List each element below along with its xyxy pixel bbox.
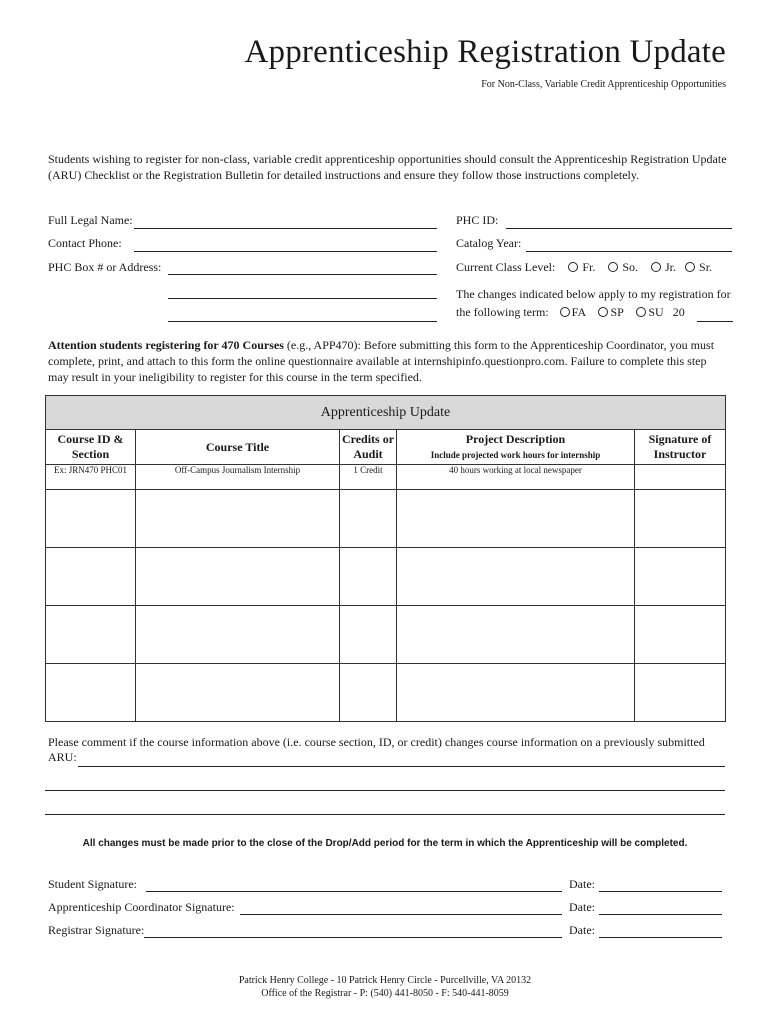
- comment-prompt: Please comment if the course information above (i.e. course section, ID, or credit) changes course information on a previously submitted: [48, 735, 705, 749]
- coordinator-date-label: Date:: [569, 900, 595, 914]
- attention-text: (e.g., APP470): Before submitting this form to the Apprenticeship Coordinator, you must complete, print, and attach to this form the online questionnaire available at internshipinfo.questionpro.com. Failure to complete this step may result in your ineligibility to register for this course in the term specified.: [48, 338, 715, 384]
- student-date-label: Date:: [569, 877, 595, 891]
- option-fa: FA: [571, 305, 586, 319]
- credits-cell[interactable]: [340, 606, 397, 664]
- contact-phone-label: Contact Phone:: [48, 236, 122, 250]
- table-title: Apprenticeship Update: [46, 396, 726, 430]
- signature-cell[interactable]: [635, 548, 726, 606]
- registrar-signature-label: Registrar Signature:: [48, 923, 145, 937]
- apprenticeship-update-table: [45, 395, 726, 722]
- term-year-field[interactable]: [697, 321, 733, 322]
- comment-line-1[interactable]: [78, 766, 725, 767]
- term-text-2: the following term:: [456, 305, 549, 319]
- course-id-cell[interactable]: [46, 664, 136, 722]
- example-course-title: Off-Campus Journalism Internship: [136, 465, 340, 490]
- example-signature: [635, 465, 726, 490]
- radio-su[interactable]: [636, 307, 646, 317]
- full-legal-name-label: Full Legal Name:: [48, 213, 133, 227]
- footer-contact: Office of the Registrar - P: (540) 441-8050 - F: 540-441-8059: [261, 988, 509, 999]
- coordinator-signature-label: Apprenticeship Coordinator Signature:: [48, 900, 235, 914]
- credits-cell[interactable]: [340, 490, 397, 548]
- credits-cell[interactable]: [340, 548, 397, 606]
- attention-bold: Attention students registering for 470 Courses: [48, 338, 284, 352]
- course-title-cell[interactable]: [136, 490, 340, 548]
- phc-box-field[interactable]: [168, 274, 437, 275]
- comment-line-2[interactable]: [45, 790, 725, 791]
- class-level-row: [456, 260, 712, 275]
- table-row: [46, 548, 726, 606]
- deadline-notice: All changes must be made prior to the close of the Drop/Add period for the term in which the Apprenticeship will be completed.: [82, 838, 688, 849]
- footer-address: Patrick Henry College - 10 Patrick Henry Circle - Purcellville, VA 20132: [238, 975, 532, 986]
- student-signature-field[interactable]: [146, 891, 562, 892]
- course-id-cell[interactable]: [46, 548, 136, 606]
- option-jr: Jr.: [665, 260, 677, 274]
- header-project: Project Description Include projected work hours for internship: [397, 430, 635, 465]
- radio-fa[interactable]: [560, 307, 570, 317]
- radio-sophomore[interactable]: [608, 262, 618, 272]
- radio-sp[interactable]: [598, 307, 608, 317]
- header-signature: Signature of Instructor: [635, 430, 726, 465]
- intro-paragraph: Students wishing to register for non-class, variable credit apprenticeship opportunities should consult the Apprenticeship Registration Update (ARU) Checklist or the Registration Bulletin for detailed instructions and ensure they follow those instructions completely.: [48, 152, 727, 182]
- radio-freshman[interactable]: [568, 262, 578, 272]
- coordinator-date-field[interactable]: [599, 914, 722, 915]
- student-date-field[interactable]: [599, 891, 722, 892]
- aru-label: ARU:: [48, 750, 77, 764]
- example-credits: 1 Credit: [340, 465, 397, 490]
- course-title-cell[interactable]: [136, 664, 340, 722]
- page-subtitle: For Non-Class, Variable Credit Apprenticeship Opportunities: [481, 79, 726, 90]
- address-line-2-field[interactable]: [168, 298, 437, 299]
- option-so: So.: [622, 260, 639, 274]
- option-sr: Sr.: [699, 260, 713, 274]
- course-id-cell[interactable]: [46, 490, 136, 548]
- credits-cell[interactable]: [340, 664, 397, 722]
- registrar-date-field[interactable]: [599, 937, 722, 938]
- course-id-cell[interactable]: [46, 606, 136, 664]
- catalog-year-field[interactable]: [526, 251, 732, 252]
- phc-box-label: PHC Box # or Address:: [48, 260, 162, 274]
- page-title: Apprenticeship Registration Update: [244, 34, 726, 70]
- full-legal-name-field[interactable]: [134, 228, 437, 229]
- project-cell[interactable]: [397, 548, 635, 606]
- registrar-signature-field[interactable]: [144, 937, 562, 938]
- example-project: 40 hours working at local newspaper: [397, 465, 635, 490]
- catalog-year-label: Catalog Year:: [456, 236, 522, 250]
- project-cell[interactable]: [397, 490, 635, 548]
- term-text-1: The changes indicated below apply to my registration for: [456, 287, 731, 301]
- signature-cell[interactable]: [635, 490, 726, 548]
- option-fr: Fr.: [582, 260, 596, 274]
- registrar-date-label: Date:: [569, 923, 595, 937]
- student-signature-label: Student Signature:: [48, 877, 137, 891]
- term-year-prefix: 20: [672, 305, 685, 319]
- footer: [0, 974, 770, 1000]
- radio-senior[interactable]: [685, 262, 695, 272]
- table-row: [46, 490, 726, 548]
- attention-paragraph: [48, 337, 728, 385]
- phc-id-label: PHC ID:: [456, 213, 499, 227]
- signature-cell[interactable]: [635, 606, 726, 664]
- project-cell[interactable]: [397, 664, 635, 722]
- phc-id-field[interactable]: [506, 228, 732, 229]
- option-su: SU: [648, 305, 664, 319]
- term-row: [456, 305, 685, 320]
- comment-line-3[interactable]: [45, 814, 725, 815]
- coordinator-signature-field[interactable]: [240, 914, 562, 915]
- signature-cell[interactable]: [635, 664, 726, 722]
- example-row: [46, 465, 726, 490]
- contact-phone-field[interactable]: [134, 251, 437, 252]
- table-row: [46, 606, 726, 664]
- header-course-id: Course ID & Section: [46, 430, 136, 465]
- course-title-cell[interactable]: [136, 606, 340, 664]
- header-course-title: Course Title: [136, 430, 340, 465]
- address-line-3-field[interactable]: [168, 321, 437, 322]
- option-sp: SP: [610, 305, 624, 319]
- header-credits: Credits or Audit: [340, 430, 397, 465]
- example-course-id: Ex: JRN470 PHC01: [46, 465, 136, 490]
- radio-junior[interactable]: [651, 262, 661, 272]
- table-row: [46, 664, 726, 722]
- course-title-cell[interactable]: [136, 548, 340, 606]
- class-level-label: Current Class Level:: [456, 260, 556, 274]
- project-cell[interactable]: [397, 606, 635, 664]
